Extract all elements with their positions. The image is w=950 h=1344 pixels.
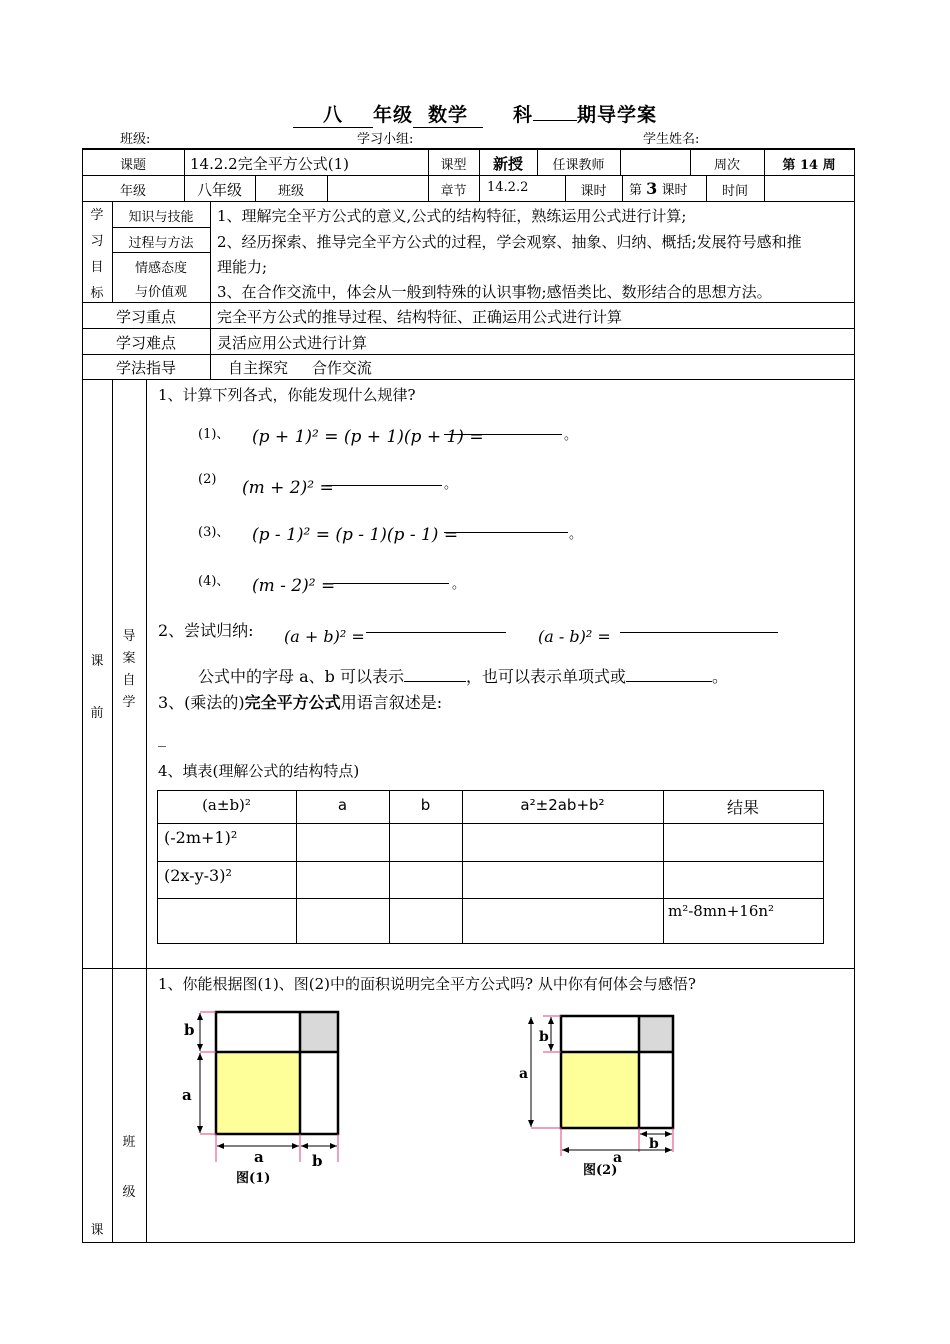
expr-4-period: 。 [452,577,466,592]
expr-2-blank [326,485,442,486]
fig1-top-left-rect [216,1012,300,1052]
chapter-label: 章节 [440,184,467,199]
difficulty-label: 学习难点 [115,334,176,352]
goal-line-2: 2、经历探索、推导完全平方公式的过程，学会观察、抽象、归纳、概括;发展符号感和推 [217,233,802,251]
inclass-side-label: 课 [90,1223,104,1238]
goal-line-4: 3、在合作交流中，体会从一般到特殊的认识事物;感悟类比、数形结合的思想方法。 [217,283,772,301]
fig1-label-a-bottom: a [254,1148,264,1166]
formula-sum: (a + b)² = [284,627,365,646]
expr-4-number: (4)、 [198,574,230,589]
week-label: 周次 [713,158,740,173]
key-value: 完全平方公式的推导过程、结构特征、正确运用公式进行计算 [217,308,623,326]
class-side-label: 班 级 [122,1135,136,1200]
formula-sum-blank [366,632,506,633]
question-1: 1、计算下列各式，你能发现什么规律? [158,386,416,404]
fig1-yellow-square [216,1052,300,1134]
expr-4-blank [333,583,449,584]
fig2-caption: 图(2) [583,1163,618,1178]
selfstudy-side-label: 导 案 自 学 [122,629,136,710]
table-head-b: b [420,796,431,814]
question-2b: 公式中的字母 a、b 可以表示 ，也可以表示单项式或 。 [198,667,728,686]
goals-side-label: 学 习 目 标 [90,208,104,301]
expr-3-period: 。 [569,527,583,542]
table-head-a: a [337,796,348,814]
goal-knowledge-label: 知识与技能 [128,210,194,225]
question-2: 2、尝试归纳: [158,621,254,640]
table-row-3-result: m²-8mn+16n² [668,902,775,920]
q2b-blank-2 [626,681,712,682]
expr-1-blank [444,434,562,435]
period-value: 第 3 课时 [629,179,688,198]
fig2-gray-square [639,1016,673,1052]
fig2-label-b-bottom: b [649,1136,659,1152]
grade-label: 年级 [119,184,146,199]
page-title [0,100,950,128]
class-label: 班级: [120,132,151,147]
fig2-label-b-left: b [539,1029,549,1045]
period-label: 课时 [580,184,607,199]
inclass-question-1: 1、你能根据图(1)、图(2)中的面积说明完全平方公式吗? 从中你有何体会与感悟? [158,975,696,993]
class-field-label: 班级 [277,184,304,199]
grade-value: 八年级 [196,181,242,199]
formula-diff-blank [620,632,778,633]
expr-3-blank [444,532,568,533]
expr-2: (m + 2)² = [242,478,334,498]
topic-label: 课题 [119,158,146,173]
table-head-expansion: a²±2ab+b² [520,796,605,814]
goal-process-label: 过程与方法 [128,236,194,251]
formula-diff: (a - b)² = [538,627,611,646]
fig1-gray-square [300,1012,338,1052]
key-label: 学习重点 [115,308,176,326]
expr-3-number: (3)、 [198,525,230,540]
expr-1: (p + 1)² = (p + 1)(p + 1) = [252,427,484,447]
chapter-value: 14.2.2 [487,180,529,195]
title-grade-suffix: 年级 [372,104,413,126]
question-3-dash: _ [158,728,166,747]
title-subject: 数学 [413,100,483,128]
expr-2-number: (2) [198,472,217,487]
fig2-yellow-square [561,1052,639,1128]
type-label: 课型 [440,158,467,173]
student-label: 学生姓名: [643,132,700,147]
fig1-label-b-left: b [184,1021,195,1039]
table-row-2-expression: (2x-y-3)² [164,866,232,885]
expr-1-number: (1)、 [198,427,230,442]
title-period-blank [533,120,577,121]
title-grade: 八 [293,100,373,128]
fig2-label-a-bottom: a [613,1150,623,1166]
goal-emotion-label-1: 情感态度 [134,261,187,276]
method-value: 自主探究 合作交流 [228,359,372,377]
table-head-expression: (a±b)² [202,796,251,814]
title-subject-suffix: 科 [512,104,533,126]
preclass-side-label: 课 前 [90,654,104,721]
fig1-label-a-left: a [182,1086,192,1104]
question-4: 4、填表(理解公式的结构特点) [158,762,360,780]
expr-4: (m - 2)² = [252,576,336,596]
time-label: 时间 [721,184,748,199]
expr-2-period: 。 [444,477,458,492]
figure-2 [515,1004,685,1184]
difficulty-value: 灵活应用公式进行计算 [217,334,368,352]
expr-1-period: 。 [564,428,578,443]
figure-1 [170,1000,360,1190]
fig1-caption: 图(1) [236,1171,271,1186]
question-3: 3、(乘法的)完全平方公式用语言叙述是: [158,693,443,712]
week-value: 第 14 周 [782,158,836,173]
goal-line-1: 1、理解完全平方公式的意义,公式的结构特征，熟练运用公式进行计算; [217,207,687,225]
table-row-1-expression: (-2m+1)² [164,828,238,847]
type-value: 新授 [492,155,523,173]
topic-value: 14.2.2完全平方公式(1) [190,155,349,173]
title-period-suffix: 期导学案 [577,104,658,126]
expr-3: (p - 1)² = (p - 1)(p - 1) = [252,525,459,545]
teacher-label: 任课教师 [552,158,605,173]
fig1-label-b-bottom: b [312,1152,323,1170]
goal-emotion-label-2: 与价值观 [134,285,187,300]
group-label: 学习小组: [357,132,414,147]
method-label: 学法指导 [115,359,176,377]
fig2-label-a-left: a [519,1066,529,1082]
goal-line-3: 理能力; [217,258,268,276]
table-head-result: 结果 [726,798,759,817]
q2b-blank-1 [404,681,466,682]
